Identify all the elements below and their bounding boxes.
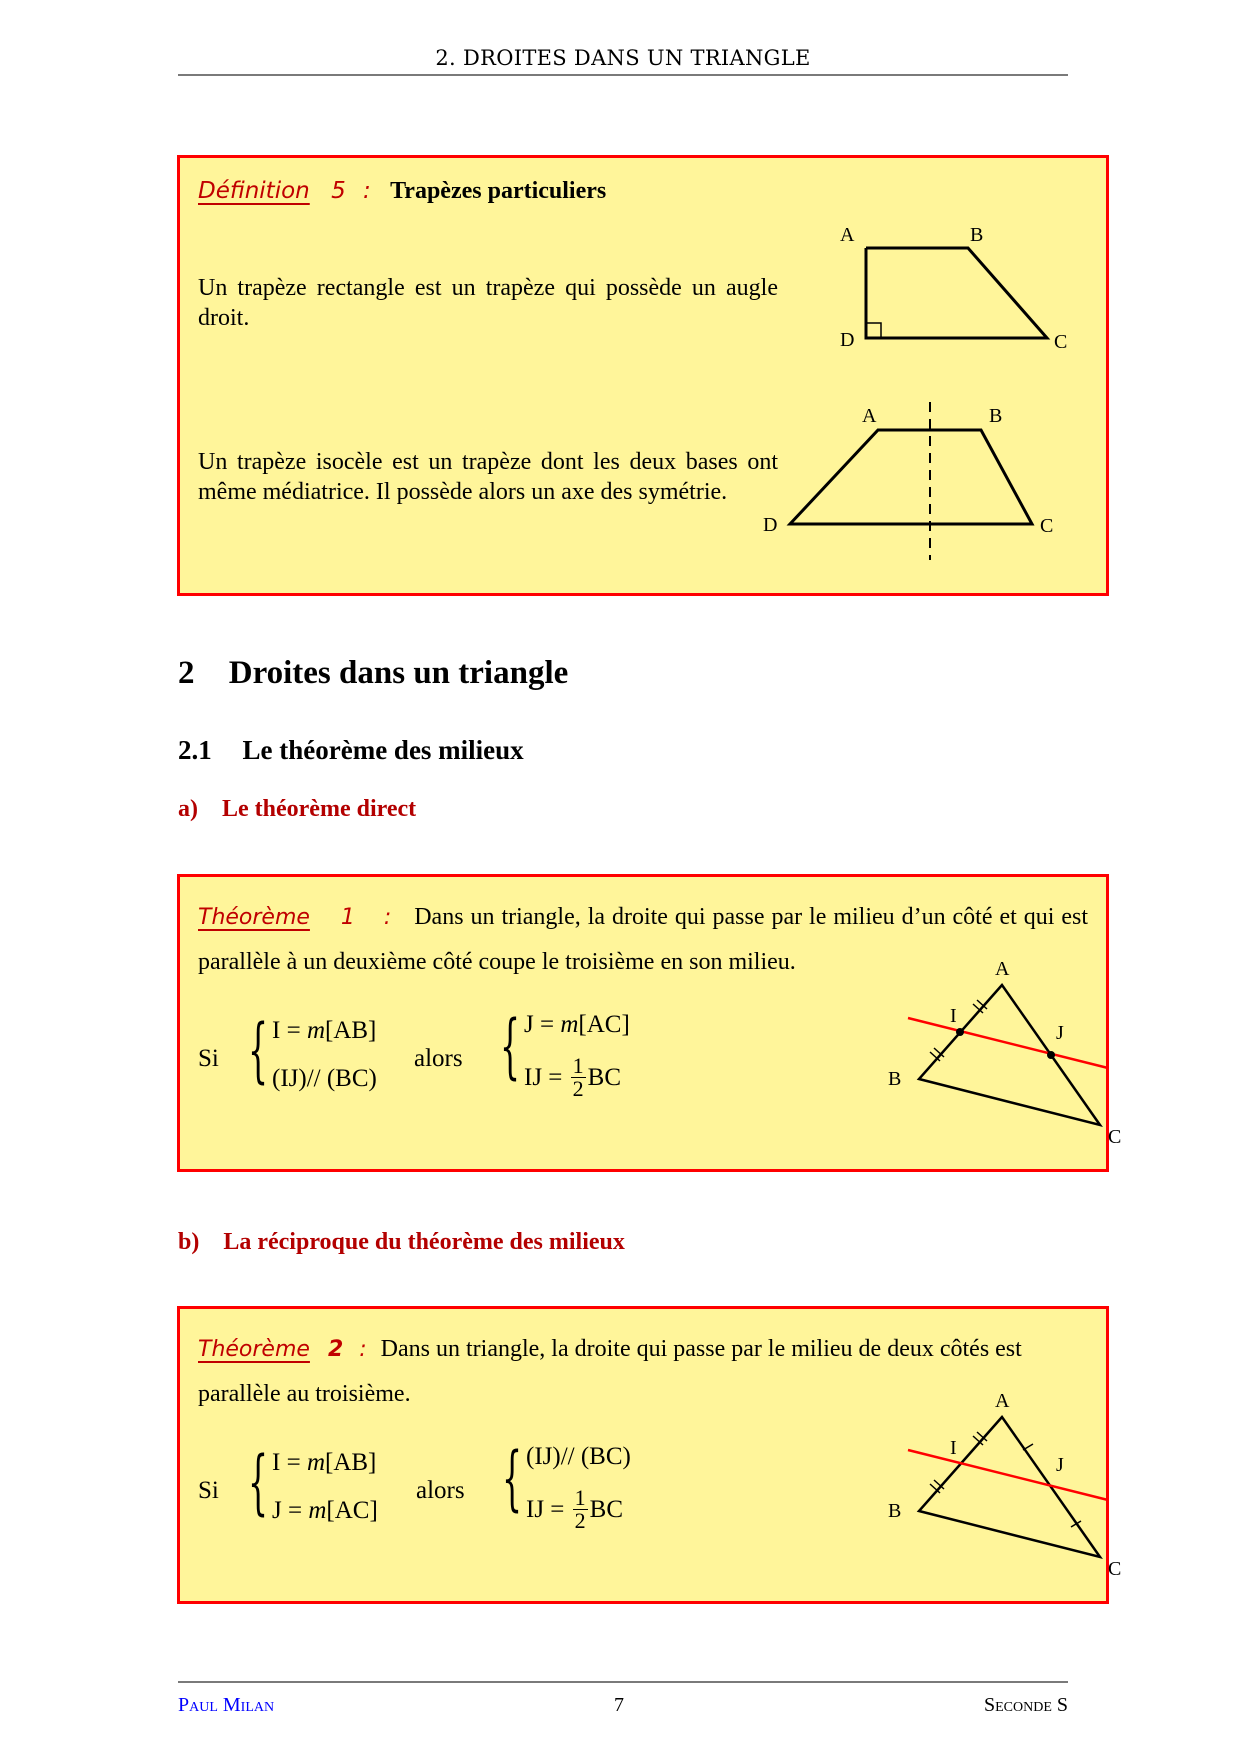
theorem-1-label: Théorème [198, 905, 310, 930]
section-heading [178, 655, 568, 692]
label-D: D [763, 514, 778, 536]
footer-page-number: 7 [614, 1694, 624, 1716]
brace-icon: { [500, 1005, 521, 1087]
definition-number: 5 [331, 178, 346, 204]
brace-icon: { [248, 1009, 269, 1091]
brace-icon: { [502, 1437, 523, 1519]
footer-course: Seconde S [983, 1694, 1068, 1716]
theorem-1-si: Si [198, 1045, 219, 1072]
label-A: A [862, 405, 877, 427]
label-B: B [970, 224, 984, 246]
theorem-1-alors: alors [414, 1045, 463, 1072]
definition-box [177, 155, 1109, 596]
label-C: C [1108, 1558, 1122, 1580]
label-B: B [989, 405, 1003, 427]
theorem-1-conclusion-2: IJ = $\frac{1}{2}$ BC [524, 1053, 622, 1101]
definition-label: Définition [198, 178, 310, 204]
label-A: A [995, 958, 1010, 980]
header-rule [178, 74, 1068, 76]
subsubsection-b-title: La réciproque du théorème des milieux [223, 1229, 625, 1255]
subsubsection-a-title: Le théorème direct [222, 796, 417, 822]
theorem-2-number: 2 [327, 1337, 344, 1362]
theorem-1-hypothesis-2: (IJ)// (BC) [272, 1065, 377, 1092]
section-number: 2 [178, 655, 195, 691]
label-I: I [950, 1005, 957, 1027]
subsection-heading [178, 735, 524, 766]
label-A: A [995, 1390, 1010, 1412]
footer-author[interactable]: Paul Milan [178, 1694, 275, 1716]
definition-paragraph-1: Un trapèze rectangle est un trapèze qui possède un augle droit. [198, 275, 778, 331]
label-D: D [840, 329, 855, 351]
theorem-1-colon: : [383, 905, 392, 930]
label-B: B [888, 1500, 902, 1522]
label-I: I [950, 1437, 957, 1459]
fraction-one-half: $\frac{1}{2}$ [572, 1053, 584, 1101]
theorem-1-conclusion-1: J = m[AC] [524, 1011, 630, 1038]
fraction-one-half: $\frac{1}{2}$ [574, 1485, 586, 1533]
theorem-2-conclusion-2: IJ = $\frac{1}{2}$ BC [526, 1485, 624, 1533]
definition-heading [198, 178, 606, 205]
definition-colon: : [363, 178, 371, 204]
subsection-number: 2.1 [178, 735, 212, 765]
subsubsection-b-marker: b) [178, 1229, 200, 1255]
theorem-1-box [177, 874, 1122, 1172]
running-header: 2. DROITES DANS UN TRIANGLE [435, 46, 811, 70]
label-C: C [1108, 1126, 1122, 1148]
label-A: A [840, 224, 855, 246]
theorem-2-colon: : [359, 1337, 367, 1362]
midpoint-theorem-figure [770, 958, 1122, 1167]
theorem-1-statement: Dans un triangle, la droite qui passe par le milieu d’un côté et qui est parallèle à un deuxième côté coupe le troisième en son milieu. [198, 904, 1089, 975]
theorem-2-label: Théorème [198, 1337, 310, 1362]
label-J: J [1056, 1454, 1064, 1476]
label-B: B [888, 1068, 902, 1090]
theorem-2-hypothesis-1: I = m[AB] [272, 1449, 377, 1476]
label-J: J [1056, 1022, 1064, 1044]
theorem-2-statement: Dans un triangle, la droite qui passe par le milieu de deux côtés est parallèle au troisième. [198, 1336, 1022, 1407]
theorem-2-conclusion-1: (IJ)// (BC) [526, 1443, 631, 1470]
definition-paragraph-2: Un trapèze isocèle est un trapèze dont les deux bases ont même médiatrice. Il possède alors un axe des symétrie. [198, 449, 778, 505]
theorem-2-si: Si [198, 1477, 219, 1504]
theorem-2-box [177, 1306, 1122, 1604]
subsubsection-a-marker: a) [178, 796, 198, 822]
isosceles-trapezoid-figure [760, 398, 1100, 598]
label-C: C [1054, 331, 1068, 353]
theorem-1-hypothesis-1: I = m[AB] [272, 1017, 377, 1044]
theorem-1-number: 1 [340, 905, 355, 930]
theorem-2-hypothesis-2: J = m[AC] [272, 1497, 378, 1524]
section-title: Droites dans un triangle [228, 655, 569, 691]
definition-title: Trapèzes particuliers [390, 178, 607, 204]
footer-rule [178, 1681, 1068, 1683]
subsection-title: Le théorème des milieux [242, 735, 524, 765]
subsubsection-b [178, 1229, 625, 1256]
label-C: C [1040, 515, 1054, 537]
theorem-2-alors: alors [416, 1477, 465, 1504]
brace-icon: { [248, 1441, 269, 1523]
subsubsection-a [178, 796, 416, 823]
converse-theorem-figure [770, 1390, 1122, 1599]
